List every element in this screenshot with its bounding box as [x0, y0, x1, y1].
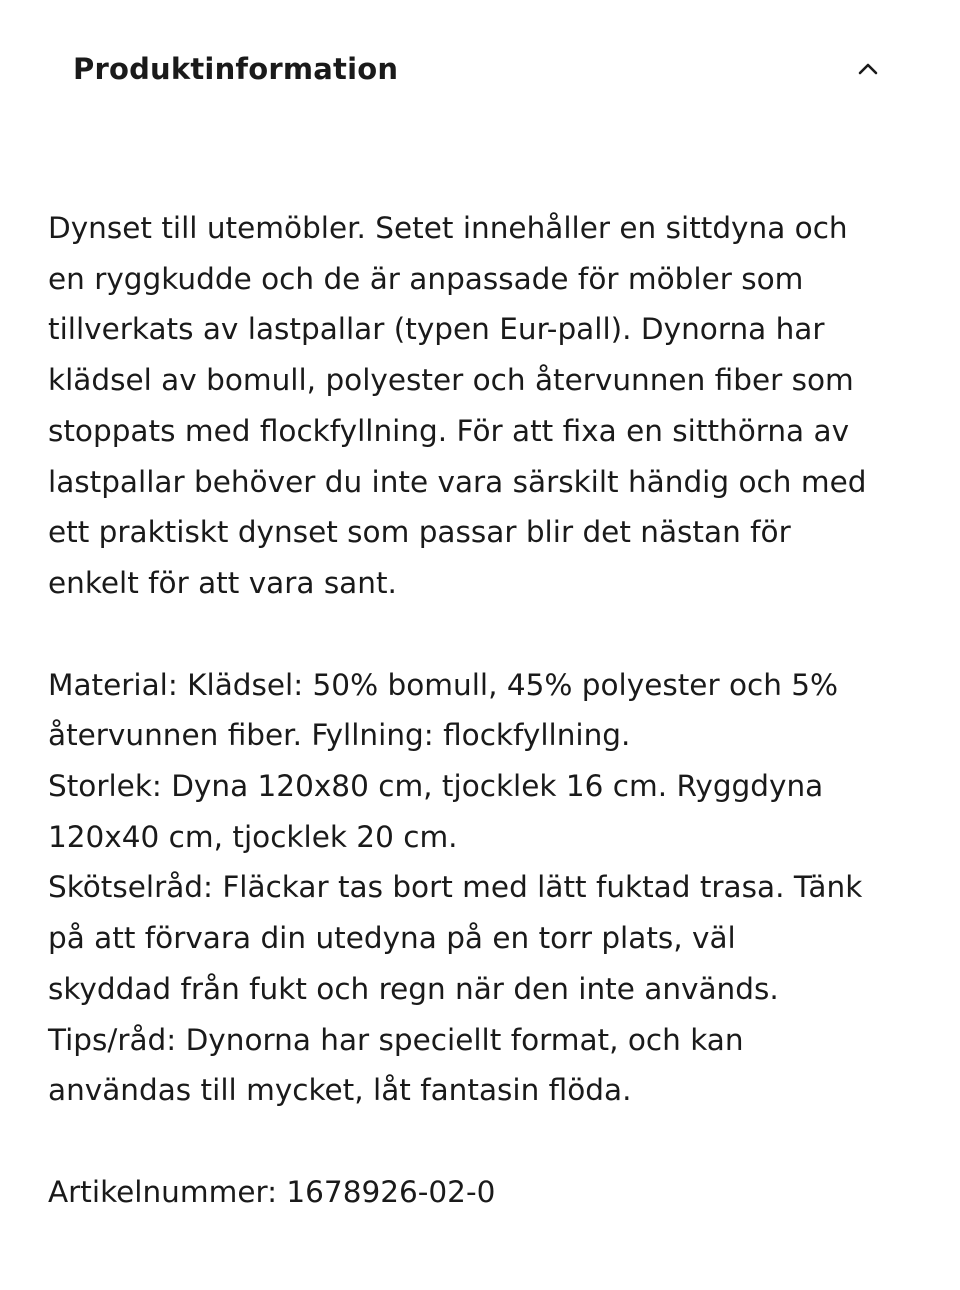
description-line: ett praktiskt dynset som passar blir det nästan för: [48, 515, 791, 550]
spec-line: Storlek: Dyna 120x80 cm, tjocklek 16 cm. Ryggdyna: [48, 769, 824, 804]
spec-line: användas till mycket, låt fantasin flöda.: [48, 1073, 632, 1108]
spec-line: Tips/råd: Dynorna har speciellt format, och kan: [48, 1022, 744, 1057]
description-line: Dynset till utemöbler. Setet innehåller en sittdyna och: [48, 211, 848, 245]
product-description: [48, 203, 938, 609]
accordion-title: Produktinformation: [73, 52, 399, 86]
article-number-text: Artikelnummer: 1678926-02-0: [48, 1174, 496, 1209]
spec-line: Skötselråd: Fläckar tas bort med lätt fuktad trasa. Tänk: [48, 870, 863, 905]
description-line: enkelt för att vara sant.: [48, 565, 397, 600]
description-line: en ryggkudde och de är anpassade för möbler som: [48, 261, 804, 296]
description-line: stoppats med flockfyllning. För att fixa en sitthörna av: [48, 413, 850, 448]
description-line: lastpallar behöver du inte vara särskilt händig och med: [48, 464, 867, 499]
product-info-accordion-header[interactable]: [0, 0, 960, 140]
spec-line: Material: Klädsel: 50% bomull, 45% polyester och 5%: [48, 667, 839, 702]
article-number: [48, 1167, 938, 1218]
product-specs: [48, 660, 938, 1116]
spec-line: skyddad från fukt och regn när den inte används.: [48, 971, 779, 1006]
description-line: tillverkats av lastpallar (typen Eur-pall). Dynorna har: [48, 312, 825, 347]
spec-line: på att förvara din utedyna på en torr plats, väl: [48, 921, 736, 956]
spec-line: 120x40 cm, tjocklek 20 cm.: [48, 819, 458, 854]
description-line: klädsel av bomull, polyester och återvunnen fiber som: [48, 363, 854, 398]
spec-line: återvunnen fiber. Fyllning: flockfyllning.: [48, 718, 631, 753]
accordion-content: [48, 203, 938, 1218]
chevron-up-icon[interactable]: [853, 54, 883, 84]
